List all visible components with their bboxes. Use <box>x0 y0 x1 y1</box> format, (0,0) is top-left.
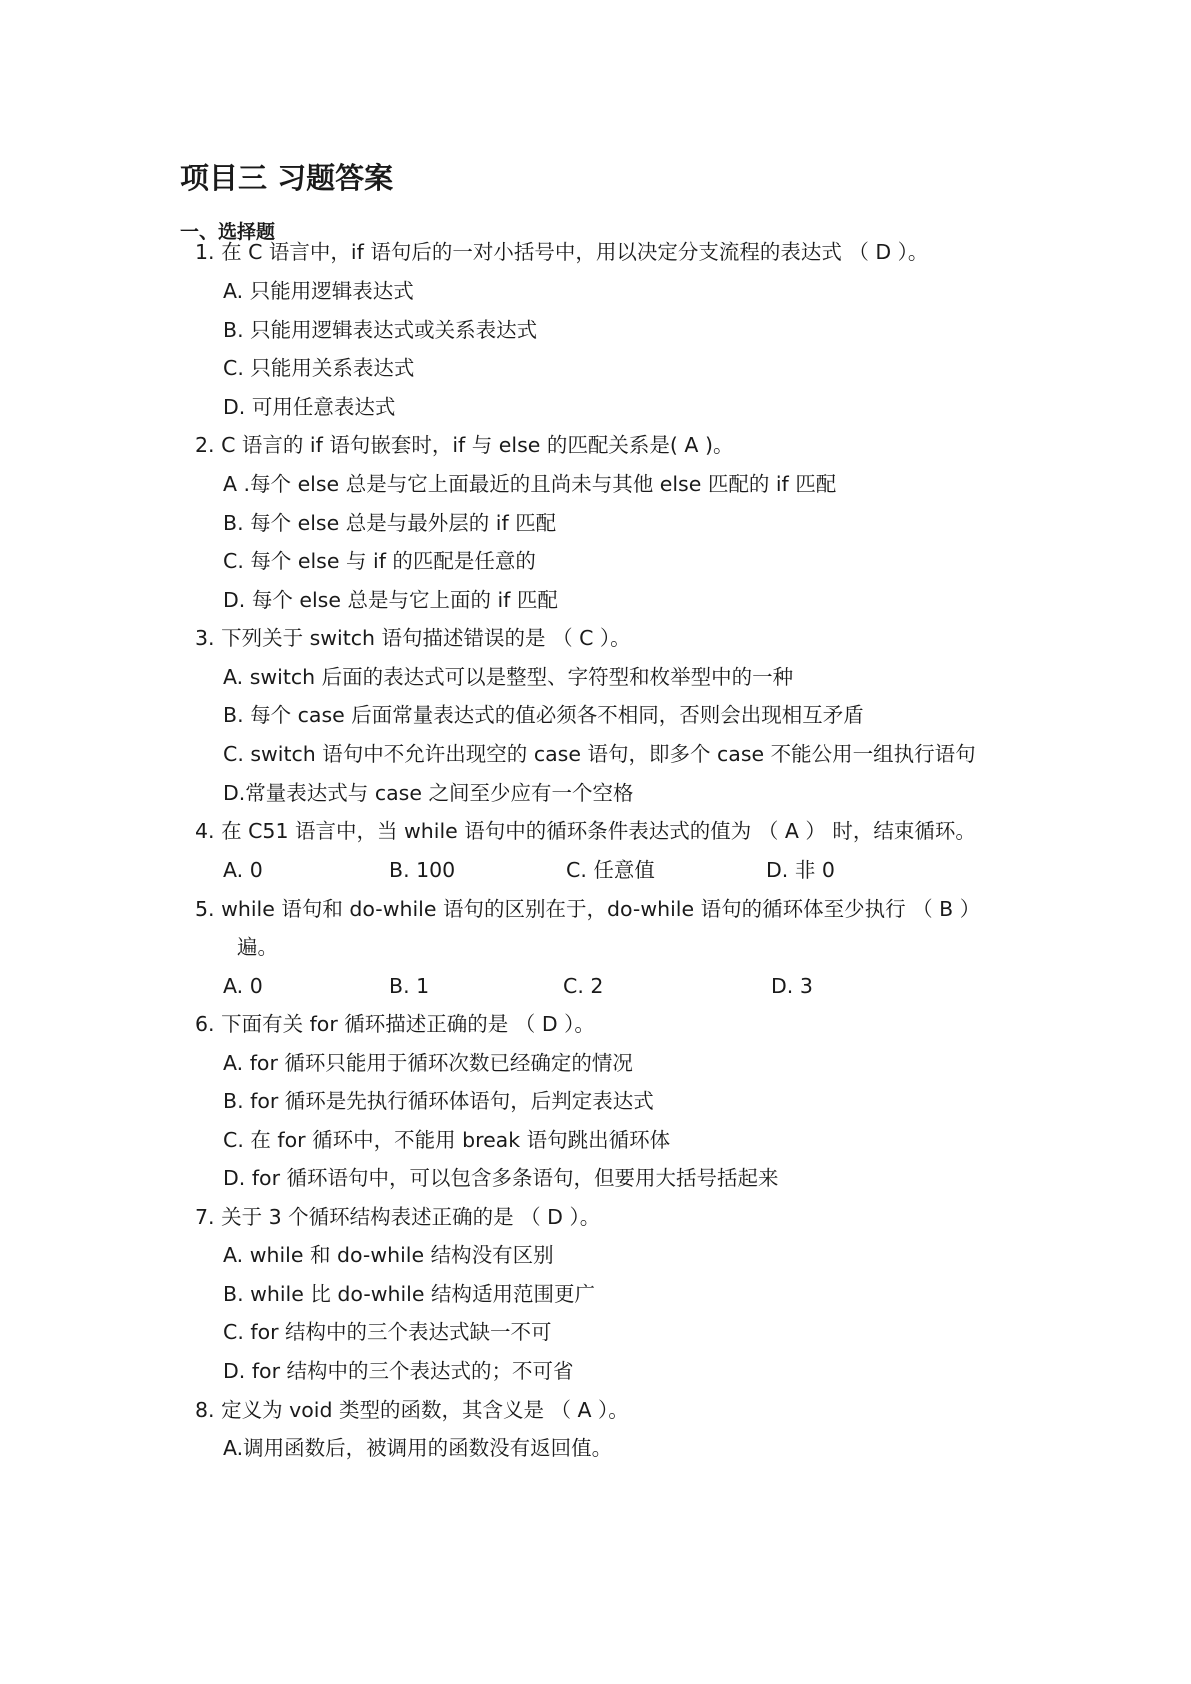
question-1-stem: 1. 在 C 语言中，if 语句后的一对小括号中，用以决定分支流程的表达式 （ D ）。 <box>195 240 929 264</box>
question-6-option-d: D. for 循环语句中，可以包含多条语句，但要用大括号括起来 <box>223 1166 779 1190</box>
question-3-stem: 3. 下列关于 switch 语句描述错误的是 （ C ）。 <box>195 626 631 650</box>
question-4-option-b: B. 100 <box>389 858 456 882</box>
question-2-option-b: B. 每个 else 总是与最外层的 if 匹配 <box>223 511 557 535</box>
question-4-option-c: C. 任意值 <box>566 858 655 882</box>
question-5-option-a: A. 0 <box>223 974 263 998</box>
question-7-option-d: D. for 结构中的三个表达式的；不可省 <box>223 1359 574 1383</box>
question-1-option-c: C. 只能用关系表达式 <box>223 356 415 380</box>
question-3-option-b: B. 每个 case 后面常量表达式的值必须各不相同，否则会出现相互矛盾 <box>223 703 864 727</box>
question-3-option-c: C. switch 语句中不允许出现空的 case 语句，即多个 case 不能公用一组执行语句 <box>223 742 976 766</box>
question-5-option-b: B. 1 <box>389 974 430 998</box>
question-8-option-a: A.调用函数后，被调用的函数没有返回值。 <box>223 1436 613 1460</box>
question-5-stem-continuation: 遍。 <box>237 935 278 959</box>
question-6-option-a: A. for 循环只能用于循环次数已经确定的情况 <box>223 1051 633 1075</box>
question-7-stem: 7. 关于 3 个循环结构表述正确的是 （ D ）。 <box>195 1205 601 1229</box>
question-6-stem: 6. 下面有关 for 循环描述正确的是 （ D ）。 <box>195 1012 595 1036</box>
question-2-option-a: A .每个 else 总是与它上面最近的且尚未与其他 else 匹配的 if 匹配 <box>223 472 837 496</box>
question-2-stem: 2. C 语言的 if 语句嵌套时，if 与 else 的匹配关系是( A )。 <box>195 433 734 457</box>
question-5-stem: 5. while 语句和 do-while 语句的区别在于，do-while 语句的循环体至少执行 （ B ） <box>195 897 981 921</box>
question-7-option-b: B. while 比 do-while 结构适用范围更广 <box>223 1282 596 1306</box>
question-7-option-a: A. while 和 do-while 结构没有区别 <box>223 1243 554 1267</box>
question-2-option-d: D. 每个 else 总是与它上面的 if 匹配 <box>223 588 558 612</box>
question-4-stem: 4. 在 C51 语言中，当 while 语句中的循环条件表达式的值为 （ A ） 时，结束循环。 <box>195 819 976 843</box>
question-4-option-a: A. 0 <box>223 858 263 882</box>
question-6-option-b: B. for 循环是先执行循环体语句，后判定表达式 <box>223 1089 654 1113</box>
question-3-option-a: A. switch 后面的表达式可以是整型、字符型和枚举型中的一种 <box>223 665 794 689</box>
question-6-option-c: C. 在 for 循环中，不能用 break 语句跳出循环体 <box>223 1128 671 1152</box>
question-7-option-c: C. for 结构中的三个表达式缺一不可 <box>223 1320 552 1344</box>
question-3-option-d: D.常量表达式与 case 之间至少应有一个空格 <box>223 781 634 805</box>
section-heading: 一、选择题 <box>180 221 276 243</box>
question-2-option-c: C. 每个 else 与 if 的匹配是任意的 <box>223 549 536 573</box>
question-1-option-d: D. 可用任意表达式 <box>223 395 396 419</box>
question-1-option-a: A. 只能用逻辑表达式 <box>223 279 414 303</box>
question-5-option-c: C. 2 <box>563 974 604 998</box>
question-8-stem: 8. 定义为 void 类型的函数，其含义是 （ A ）。 <box>195 1398 629 1422</box>
document-title: 项目三 习题答案 <box>180 161 394 195</box>
question-4-option-d: D. 非 0 <box>766 858 835 882</box>
question-1-option-b: B. 只能用逻辑表达式或关系表达式 <box>223 318 538 342</box>
question-5-option-d: D. 3 <box>771 974 813 998</box>
